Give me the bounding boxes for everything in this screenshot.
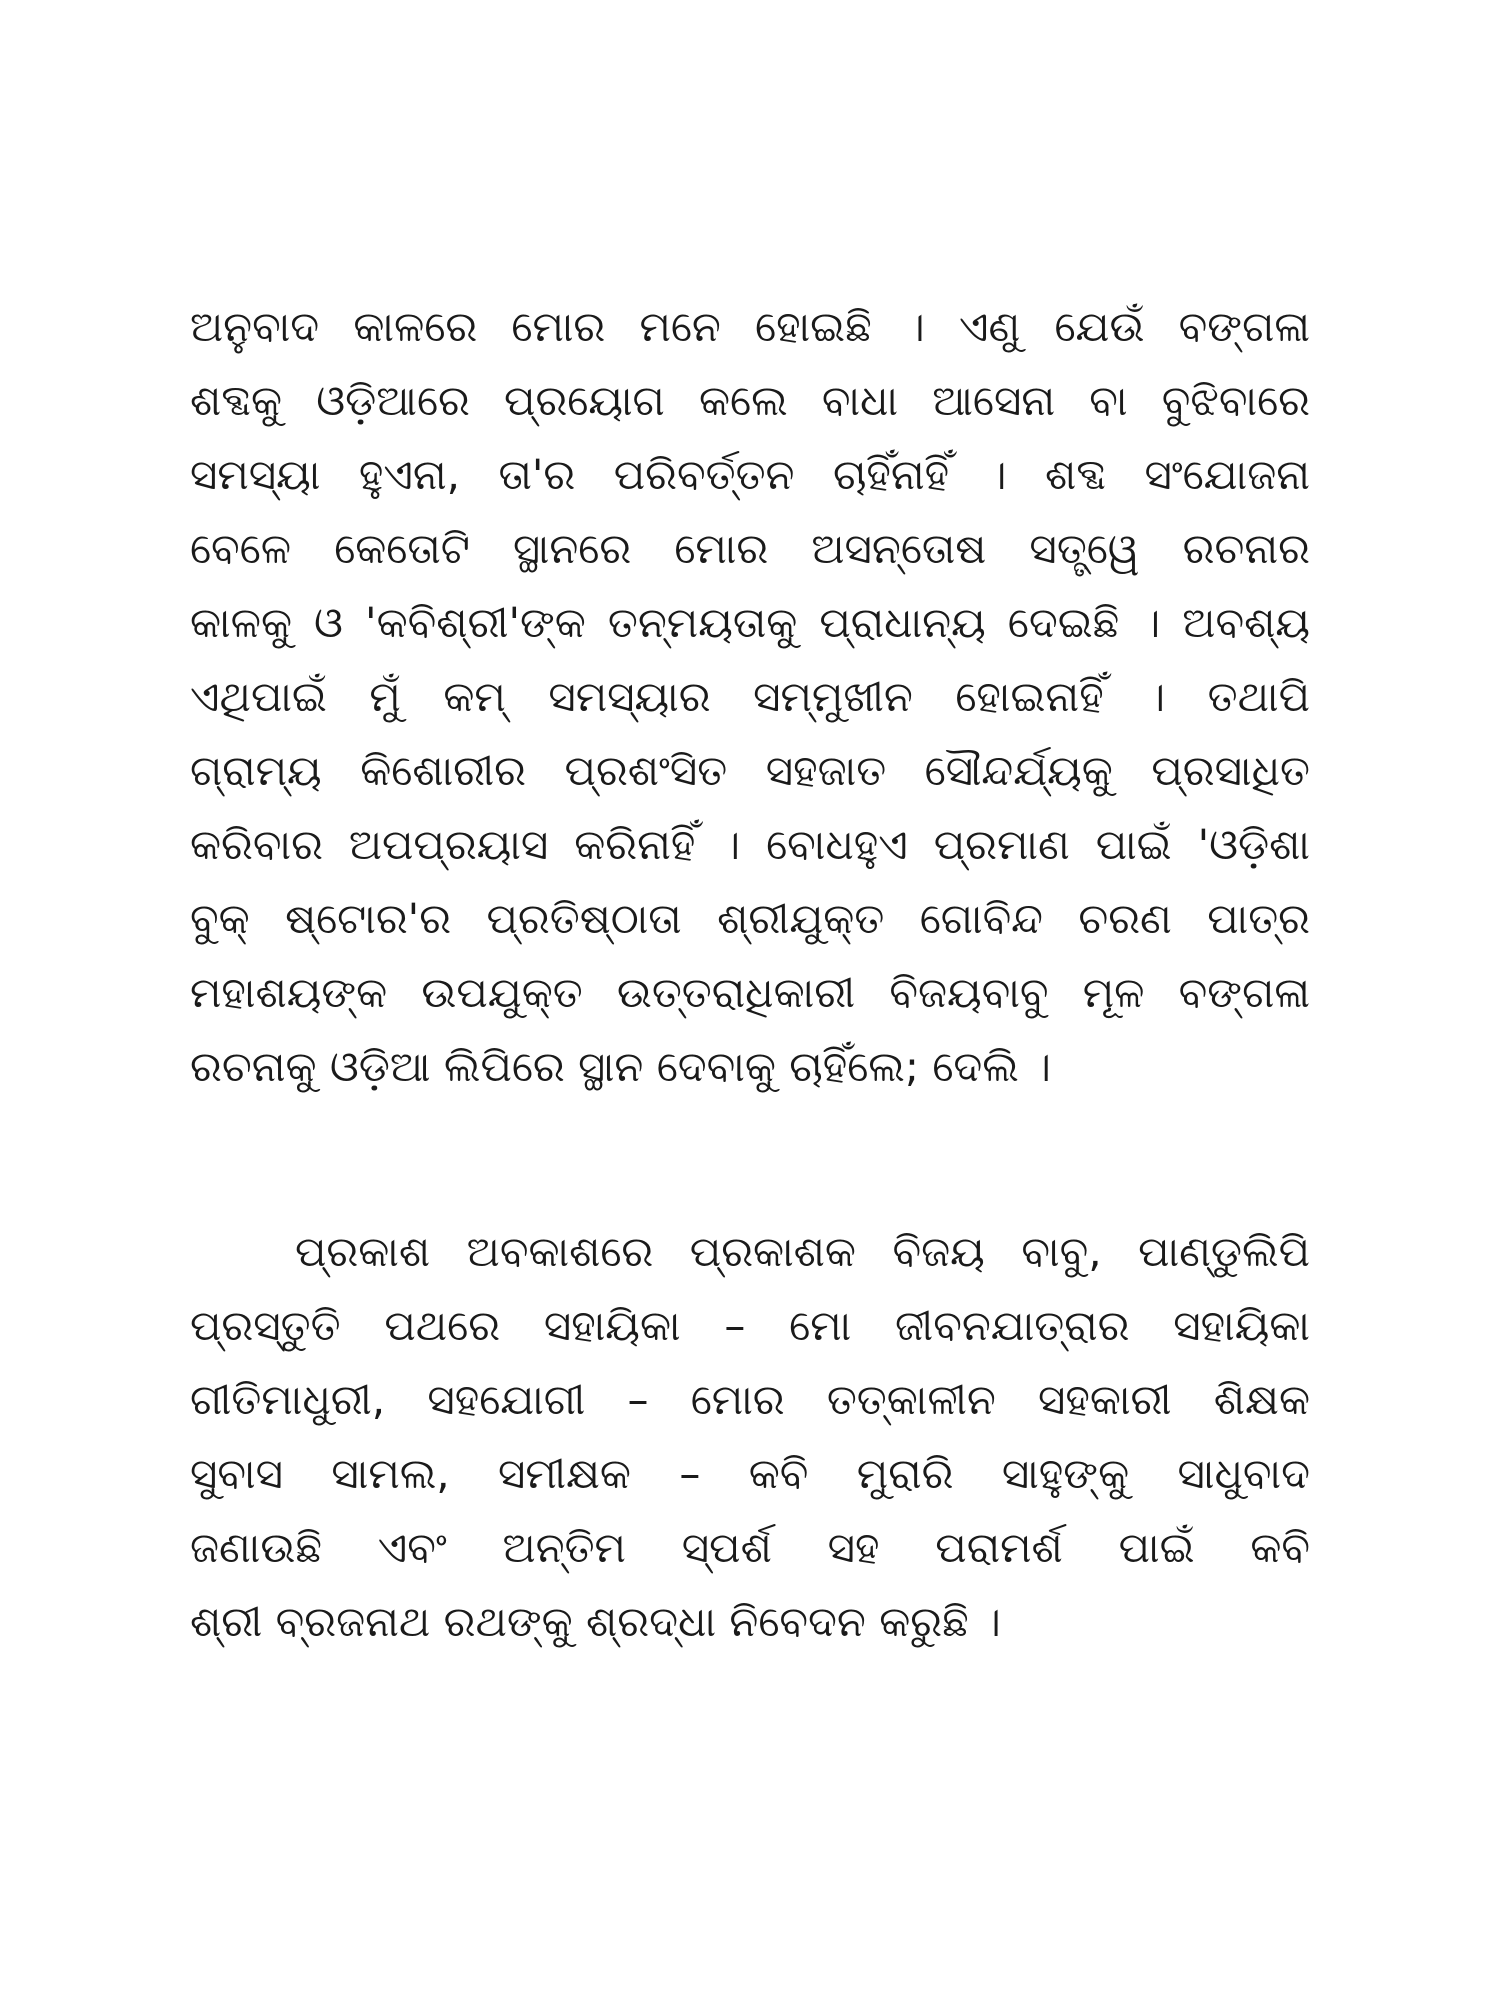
text-line: କରିବାର ଅପପ୍ରୟାସ କରିନାହିଁ । ବୋଧହୁଏ ପ୍ରମାଣ ପାଇଁ 'ଓଡ଼ିଶା bbox=[190, 820, 1310, 869]
text-line: ଜଣାଉଛି ଏବଂ ଅନ୍ତିମ ସ୍ପର୍ଶ ସହ ପରାମର୍ଶ ପାଇଁ କବି bbox=[190, 1523, 1310, 1572]
text-line: ଏଥିପାଇଁ ମୁଁ କମ୍ ସମସ୍ୟାର ସମ୍ମୁଖୀନ ହୋଇନାହିଁ । ତଥାପି bbox=[190, 672, 1310, 721]
paragraph-translation-note bbox=[190, 290, 1310, 1104]
paragraph-acknowledgement bbox=[190, 1215, 1310, 1659]
text-line: କାଳକୁ ଓ 'କବିଶ୍ରୀ'ଙ୍କ ତନ୍ମୟତାକୁ ପ୍ରାଧାନ୍ୟ ଦେଇଛି । ଅବଶ୍ୟ bbox=[190, 598, 1310, 647]
text-line: ଶବ୍ଦକୁ ଓଡ଼ିଆରେ ପ୍ରୟୋଗ କଲେ ବାଧା ଆସେନା ବା ବୁଝିବାରେ bbox=[190, 376, 1310, 425]
text-line: ଗୀତିମାଧୁରୀ, ସହଯୋଗୀ – ମୋର ତତ୍କାଳୀନ ସହକାରୀ ଶିକ୍ଷକ bbox=[190, 1375, 1310, 1424]
text-line: ବୁକ୍ ଷ୍ଟୋର'ର ପ୍ରତିଷ୍ଠାତା ଶ୍ରୀଯୁକ୍ତ ଗୋବିନ୍ଦ ଚରଣ ପାତ୍ର bbox=[190, 894, 1310, 943]
text-line: ରଚନାକୁ ଓଡ଼ିଆ ଲିପିରେ ସ୍ଥାନ ଦେବାକୁ ଚାହିଁଲେ; ଦେଲି । bbox=[190, 1042, 1052, 1091]
text-line: ସୁବାସ ସାମଲ, ସମୀକ୍ଷକ – କବି ମୁରାରି ସାହୁଙ୍କୁ ସାଧୁବାଦ bbox=[190, 1449, 1310, 1498]
text-line: ପ୍ରକାଶ ଅବକାଶରେ ପ୍ରକାଶକ ବିଜୟ ବାବୁ, ପାଣ୍ଡୁଲିପି bbox=[295, 1227, 1310, 1276]
text-line: ଶ୍ରୀ ବ୍ରଜନାଥ ରଥଙ୍କୁ ଶ୍ରଦ୍ଧା ନିବେଦନ କରୁଛି । bbox=[190, 1597, 1001, 1646]
text-line: ସମସ୍ୟା ହୁଏନା, ତା'ର ପରିବର୍ତ୍ତନ ଚାହିଁନାହିଁ । ଶବ୍ଦ ସଂଯୋଜନା bbox=[190, 450, 1310, 499]
text-line: ଗ୍ରାମ୍ୟ କିଶୋରୀର ପ୍ରଶଂସିତ ସହଜାତ ସୌନ୍ଦର୍ଯ୍ୟକୁ ପ୍ରସାଧିତ bbox=[190, 746, 1310, 795]
text-line: ଅନୁବାଦ କାଳରେ ମୋର ମନେ ହୋଇଛି । ଏଣୁ ଯେଉଁ ବଙ୍ଗଳା bbox=[190, 302, 1310, 351]
text-line: ପ୍ରସ୍ତୁତି ପଥରେ ସହାୟିକା – ମୋ ଜୀବନଯାତ୍ରାର ସହାୟିକା bbox=[190, 1301, 1310, 1350]
text-line: ମହାଶୟଙ୍କ ଉପଯୁକ୍ତ ଉତ୍ତରାଧିକାରୀ ବିଜୟବାବୁ ମୂଳ ବଙ୍ଗଳା bbox=[190, 968, 1310, 1017]
text-line: ବେଳେ କେତୋଟି ସ୍ଥାନରେ ମୋର ଅସନ୍ତୋଷ ସତ୍ତ୍ୱେ ରଚନାର bbox=[190, 524, 1310, 573]
